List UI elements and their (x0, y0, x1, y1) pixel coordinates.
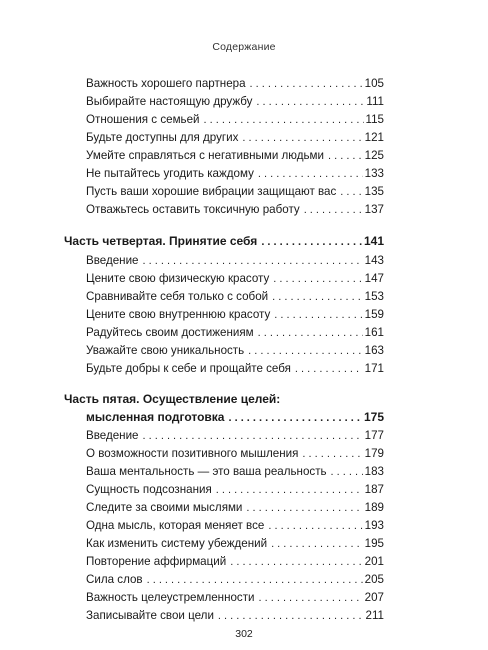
toc-entry[interactable] (86, 131, 384, 145)
toc-entry-page: 179 (364, 447, 384, 460)
dot-leader (204, 113, 364, 127)
part-title-line1[interactable]: Часть пятая. Осуществление целей: (64, 392, 281, 406)
toc-entry[interactable] (86, 308, 384, 322)
toc-entry[interactable] (86, 362, 384, 376)
toc-entry[interactable] (86, 113, 384, 127)
toc-entry-title: Ваша ментальность — это ваша реальность (86, 465, 327, 478)
toc-entry-title: О возможности позитивного мышления (86, 447, 299, 460)
dot-leader (242, 131, 362, 145)
toc-entry-title: Радуйтесь своим достижениям (86, 326, 254, 339)
toc-entry-page: 125 (364, 149, 384, 162)
toc-entry-page: 183 (364, 465, 384, 478)
dot-leader (274, 308, 362, 322)
toc-entry[interactable] (86, 77, 384, 91)
toc-entry-page: 143 (364, 254, 384, 267)
dot-leader (302, 447, 362, 461)
toc-entry[interactable] (86, 501, 384, 515)
dot-leader (272, 290, 363, 304)
toc-entry-page: 115 (365, 113, 384, 126)
dot-leader (246, 501, 362, 515)
toc-part-heading[interactable] (64, 234, 384, 249)
dot-leader (143, 429, 363, 443)
toc-entry[interactable] (86, 326, 384, 340)
toc-entry-page: 147 (364, 272, 384, 285)
toc-entry-page: 163 (364, 344, 384, 357)
toc-entry-page: 153 (364, 290, 384, 303)
toc-entry-page: 207 (364, 591, 384, 604)
toc-entry-title: Отважьтесь оставить токсичную работу (86, 203, 300, 216)
page-number: 302 (235, 628, 253, 640)
toc-entry[interactable] (86, 609, 384, 623)
dot-leader (331, 465, 363, 479)
toc-entry-title: Будьте доступны для других (86, 131, 239, 144)
toc-entry[interactable] (86, 555, 384, 569)
running-head: Содержание (212, 41, 276, 53)
toc-entry-title: Выбирайте настоящую дружбу (86, 95, 253, 108)
toc-entry[interactable] (86, 447, 384, 461)
toc-entry-page: 111 (366, 95, 384, 108)
toc-entry[interactable] (86, 149, 384, 163)
toc-entry-page: 121 (364, 131, 384, 144)
dot-leader (340, 185, 362, 199)
toc-entry[interactable] (86, 573, 384, 587)
toc-entry[interactable] (86, 537, 384, 551)
part-title: Часть четвертая. Принятие себя (64, 234, 258, 248)
dot-leader (328, 149, 363, 163)
toc-entry-page: 135 (364, 185, 384, 198)
toc-entry-title: Одна мысль, которая меняет все (86, 519, 265, 532)
toc-entry-page: 137 (364, 203, 384, 216)
dot-leader (143, 254, 363, 268)
toc-entry-title: Важность целеустремленности (86, 591, 255, 604)
dot-leader (147, 573, 363, 587)
dot-leader (273, 272, 362, 286)
toc-entry-title: Сущность подсознания (86, 483, 212, 496)
toc-entry-page: 193 (364, 519, 384, 532)
toc-entry-page: 195 (364, 537, 384, 550)
toc-entry[interactable] (86, 591, 384, 605)
toc-entry[interactable] (86, 203, 384, 217)
dot-leader (256, 95, 364, 109)
toc-entry-title: Введение (86, 429, 139, 442)
toc-entry[interactable] (86, 272, 384, 286)
toc-entry-page: 105 (364, 77, 384, 90)
dot-leader (258, 326, 363, 340)
toc-entry-page: 159 (364, 308, 384, 321)
toc-entry[interactable] (86, 167, 384, 181)
toc-part-heading[interactable] (86, 410, 384, 425)
toc-entry-page: 205 (364, 573, 384, 586)
toc-entry-page: 133 (364, 167, 384, 180)
toc-entry-title: Сравнивайте себя только с собой (86, 290, 269, 303)
toc-entry[interactable] (86, 344, 384, 358)
toc-entry-title: Важность хорошего партнера (86, 77, 246, 90)
toc-entry-title: Сила слов (86, 573, 143, 586)
toc-entry-title: Отношения с семьей (86, 113, 200, 126)
dot-leader (268, 519, 362, 533)
toc-entry-title: Цените свою внутреннюю красоту (86, 308, 271, 321)
toc-entry-page: 187 (364, 483, 384, 496)
dot-leader (228, 411, 362, 425)
toc-entry-page: 211 (365, 609, 384, 622)
toc-entry-page: 171 (364, 362, 384, 375)
part-page: 141 (363, 234, 384, 248)
toc-entry-title: Будьте добры к себе и прощайте себя (86, 362, 291, 375)
dot-leader (230, 555, 362, 569)
toc-entry-title: Как изменить систему убеждений (86, 537, 268, 550)
toc-entry-title: Не пытайтесь угодить каждому (86, 167, 254, 180)
toc-entry-page: 201 (364, 555, 384, 568)
toc-entry-title: Введение (86, 254, 139, 267)
toc-entry-title: Следите за своими мыслями (86, 501, 243, 514)
toc-entry[interactable] (86, 483, 384, 497)
dot-leader (258, 167, 363, 181)
dot-leader (304, 203, 363, 217)
toc-entry[interactable] (86, 185, 384, 199)
toc-entry-title: Повторение аффирмаций (86, 555, 227, 568)
toc-entry[interactable] (86, 95, 384, 109)
dot-leader (259, 591, 363, 605)
toc-entry-title: Цените свою физическую красоту (86, 272, 270, 285)
part-title-line2: мысленная подготовка (86, 410, 225, 424)
dot-leader (250, 77, 363, 91)
toc-entry[interactable] (86, 465, 384, 479)
toc-entry-title: Умейте справляться с негативными людьми (86, 149, 324, 162)
toc-entry-title: Записывайте свои цели (86, 609, 214, 622)
toc-entry-title: Пусть ваши хорошие вибрации защищают вас (86, 185, 337, 198)
toc-entry[interactable] (86, 254, 384, 268)
dot-leader (261, 235, 362, 249)
dot-leader (218, 609, 364, 623)
toc-entry[interactable] (86, 519, 384, 533)
dot-leader (295, 362, 363, 376)
toc-entry[interactable] (86, 290, 384, 304)
toc-entry-page: 189 (364, 501, 384, 514)
dot-leader (216, 483, 363, 497)
dot-leader (271, 537, 363, 551)
toc-entry-title: Уважайте свою уникальность (86, 344, 245, 357)
dot-leader (248, 344, 362, 358)
toc-entry[interactable] (86, 429, 384, 443)
toc-entry-page: 161 (364, 326, 384, 339)
toc-entry-page: 177 (364, 429, 384, 442)
part-page: 175 (363, 410, 384, 424)
